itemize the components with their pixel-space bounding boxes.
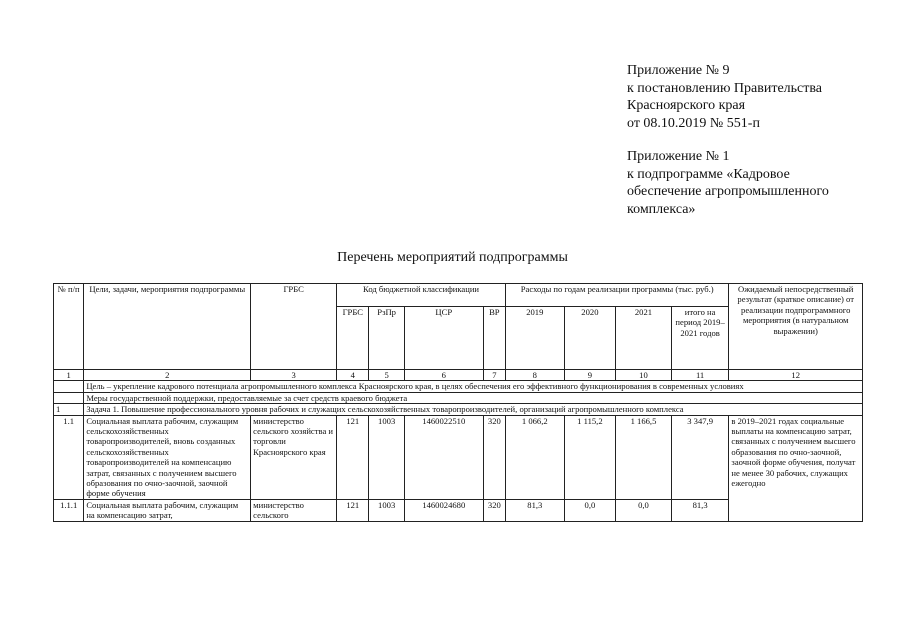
task-text: Задача 1. Повышение профессионального уровня рабочих и служащих сельскохозяйственных товаропроизводителей, организаций агропромышленного комплекса bbox=[84, 404, 863, 415]
measures-text: Меры государственной поддержки, предоставляемые за счет средств краевого бюджета bbox=[84, 392, 863, 403]
column-number: 9 bbox=[564, 370, 616, 381]
approval-line: Приложение № 1 bbox=[627, 149, 730, 164]
header-grbs: ГРБС bbox=[251, 284, 337, 370]
approval-line: к подпрограмме «Кадровое bbox=[627, 166, 790, 182]
column-number: 11 bbox=[671, 370, 729, 381]
row-2020: 0,0 bbox=[564, 499, 616, 521]
subheader-year-2019: 2019 bbox=[505, 307, 564, 370]
column-number: 1 bbox=[54, 370, 84, 381]
row-grbs: 121 bbox=[337, 415, 369, 499]
column-number: 6 bbox=[404, 370, 483, 381]
row-num: 1.1 bbox=[54, 415, 84, 499]
task-row bbox=[54, 404, 863, 415]
subheader-total: итого на период 2019–2021 годов bbox=[671, 307, 729, 370]
row-grbs-name bbox=[251, 499, 337, 521]
row-name: Социальная выплата рабочим, служащим сельскохозяйственных товаропроизводителей, вновь созданных сельскохозяйственных товаропроизводителей на компенсацию затрат, связанных с получением высшего образования по очно-заочной, заочной форме обучения bbox=[84, 415, 251, 499]
table-header-row bbox=[54, 284, 863, 307]
row-vr: 320 bbox=[483, 415, 505, 499]
empty-cell bbox=[54, 381, 84, 392]
row-rzpr: 1003 bbox=[369, 499, 404, 521]
approval-line: комплекса» bbox=[627, 201, 696, 217]
column-number: 2 bbox=[84, 370, 251, 381]
measures-row bbox=[54, 392, 863, 403]
subheader-csr: ЦСР bbox=[404, 307, 483, 370]
approval-line: от 08.10.2019 № 551-п bbox=[627, 115, 760, 131]
table-row bbox=[54, 415, 863, 499]
row-csr: 1460024680 bbox=[404, 499, 483, 521]
header-budget-code: Код бюджетной классификации bbox=[337, 284, 506, 307]
column-number: 12 bbox=[729, 370, 863, 381]
row-2021: 0,0 bbox=[616, 499, 672, 521]
subheader-year-2021: 2021 bbox=[616, 307, 672, 370]
row-total: 81,3 bbox=[671, 499, 729, 521]
row-total: 3 347,9 bbox=[671, 415, 729, 499]
row-rzpr: 1003 bbox=[369, 415, 404, 499]
subheader-grbs: ГРБС bbox=[337, 307, 369, 370]
approval-line: к постановлению Правительства bbox=[627, 80, 823, 96]
row-2021: 1 166,5 bbox=[616, 415, 672, 499]
header-expenses: Расходы по годам реализации программы (тыс. руб.) bbox=[505, 284, 728, 307]
row-expected-result: в 2019–2021 годах социальные выплаты на компенсацию затрат, связанных с получением высшего образования по очно-заочной, заочной форме обучения, получат не менее 30 рабочих, служащих ежегодно bbox=[729, 415, 863, 521]
column-number: 10 bbox=[616, 370, 672, 381]
goal-text: Цель – укрепление кадрового потенциала агропромышленного комплекса Красноярского края, в целях обеспечения его эффективного функционирования в современных условиях bbox=[84, 381, 863, 392]
header-expected-result: Ожидаемый непосредственный результат (краткое описание) от реализации подпрограммного мероприятия (в натуральном выражении) bbox=[729, 284, 863, 370]
goal-row bbox=[54, 381, 863, 392]
row-grbs-name-text: министерство сельского bbox=[253, 499, 304, 521]
row-vr: 320 bbox=[483, 499, 505, 521]
column-number-row bbox=[54, 370, 863, 381]
row-grbs: 121 bbox=[337, 499, 369, 521]
task-num: 1 bbox=[54, 404, 84, 415]
row-2019: 1 066,2 bbox=[505, 415, 564, 499]
approval-line: обеспечение агропромышленного bbox=[627, 184, 829, 199]
row-name bbox=[84, 499, 251, 521]
row-name-text: Социальная выплата рабочим, служащим на компенсацию затрат, bbox=[86, 499, 239, 521]
column-number: 4 bbox=[337, 370, 369, 381]
empty-cell bbox=[54, 392, 84, 403]
row-grbs-name: министерство сельского хозяйства и торговли Красноярского края bbox=[251, 415, 337, 499]
document-title: Перечень мероприятий подпрограммы bbox=[337, 250, 568, 265]
subheader-rzpr: РзПр bbox=[369, 307, 404, 370]
row-2019: 81,3 bbox=[505, 499, 564, 521]
approval-line: Красноярского края bbox=[627, 98, 746, 113]
column-number: 7 bbox=[483, 370, 505, 381]
column-number: 3 bbox=[251, 370, 337, 381]
header-num: № п/п bbox=[54, 284, 84, 370]
subheader-year-2020: 2020 bbox=[564, 307, 616, 370]
column-number: 8 bbox=[505, 370, 564, 381]
subheader-vr: ВР bbox=[483, 307, 505, 370]
column-number: 5 bbox=[369, 370, 404, 381]
row-num: 1.1.1 bbox=[54, 499, 84, 521]
header-goals: Цели, задачи, мероприятия подпрограммы bbox=[84, 284, 251, 370]
approval-block-decree bbox=[627, 62, 822, 132]
row-2020: 1 115,2 bbox=[564, 415, 616, 499]
approval-line: Приложение № 9 bbox=[627, 63, 730, 78]
approval-block-subprogram bbox=[627, 148, 829, 218]
row-csr: 1460022510 bbox=[404, 415, 483, 499]
measures-table bbox=[53, 283, 863, 522]
